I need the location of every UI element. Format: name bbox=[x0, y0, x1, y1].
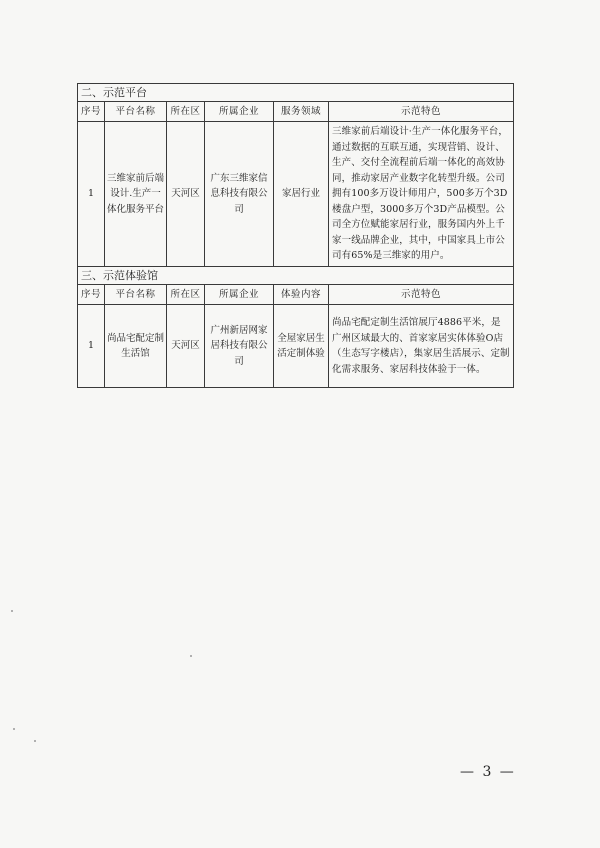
table-row bbox=[78, 305, 514, 388]
row-index: 1 bbox=[78, 122, 105, 267]
demonstration-table bbox=[77, 83, 514, 388]
header-cell: 服务领域 bbox=[274, 102, 329, 122]
section-title-row bbox=[78, 267, 514, 285]
header-cell: 所在区 bbox=[167, 102, 205, 122]
header-cell: 示范特色 bbox=[329, 102, 514, 122]
company: 广东三维家信息科技有限公司 bbox=[205, 122, 274, 267]
row-index: 1 bbox=[78, 305, 105, 388]
experience-content: 全屋家居生活定制体验 bbox=[274, 305, 329, 388]
platform-name: 三维家前后端设计.生产一体化服务平台 bbox=[105, 122, 167, 267]
section-title-row bbox=[78, 84, 514, 102]
header-cell: 序号 bbox=[78, 102, 105, 122]
header-cell: 所在区 bbox=[167, 285, 205, 305]
company: 广州新居网家居科技有限公司 bbox=[205, 305, 274, 388]
section-title: 三、示范体验馆 bbox=[78, 267, 514, 285]
service-domain: 家居行业 bbox=[274, 122, 329, 267]
table-row bbox=[78, 122, 514, 267]
scan-speck bbox=[34, 740, 36, 742]
header-cell: 平台名称 bbox=[105, 102, 167, 122]
page-number: — 3 — bbox=[460, 764, 516, 780]
table-header-row bbox=[78, 285, 514, 305]
header-cell: 所属企业 bbox=[205, 102, 274, 122]
feature-description: 尚品宅配定制生活馆展厅4886平米，是广州区域最大的、首家家居实体体验O店（生态写字楼店），集家居生活展示、定制化需求服务、家居科技体验于一体。 bbox=[329, 305, 514, 388]
district: 天河区 bbox=[167, 305, 205, 388]
header-cell: 体验内容 bbox=[274, 285, 329, 305]
section-title: 二、示范平台 bbox=[78, 84, 514, 102]
table-header-row bbox=[78, 102, 514, 122]
scan-speck bbox=[13, 728, 15, 730]
header-cell: 平台名称 bbox=[105, 285, 167, 305]
header-cell: 所属企业 bbox=[205, 285, 274, 305]
feature-description: 三维家前后端设计·生产一体化服务平台，通过数据的互联互通，实现营销、设计、生产、交付全流程前后端一体化的高效协同，推动家居产业数字化转型升级。公司拥有100多万设计师用户，500多万个3D楼盘户型，3000多万个3D产品模型。公司全方位赋能家居行业，服务国内外上千家一线品牌企业，其中，中国家具上市公司有65%是三维家的用户。 bbox=[329, 122, 514, 267]
scan-speck bbox=[11, 610, 13, 612]
header-cell: 序号 bbox=[78, 285, 105, 305]
header-cell: 示范特色 bbox=[329, 285, 514, 305]
platform-name: 尚品宅配定制生活馆 bbox=[105, 305, 167, 388]
scan-speck bbox=[190, 655, 192, 657]
district: 天河区 bbox=[167, 122, 205, 267]
